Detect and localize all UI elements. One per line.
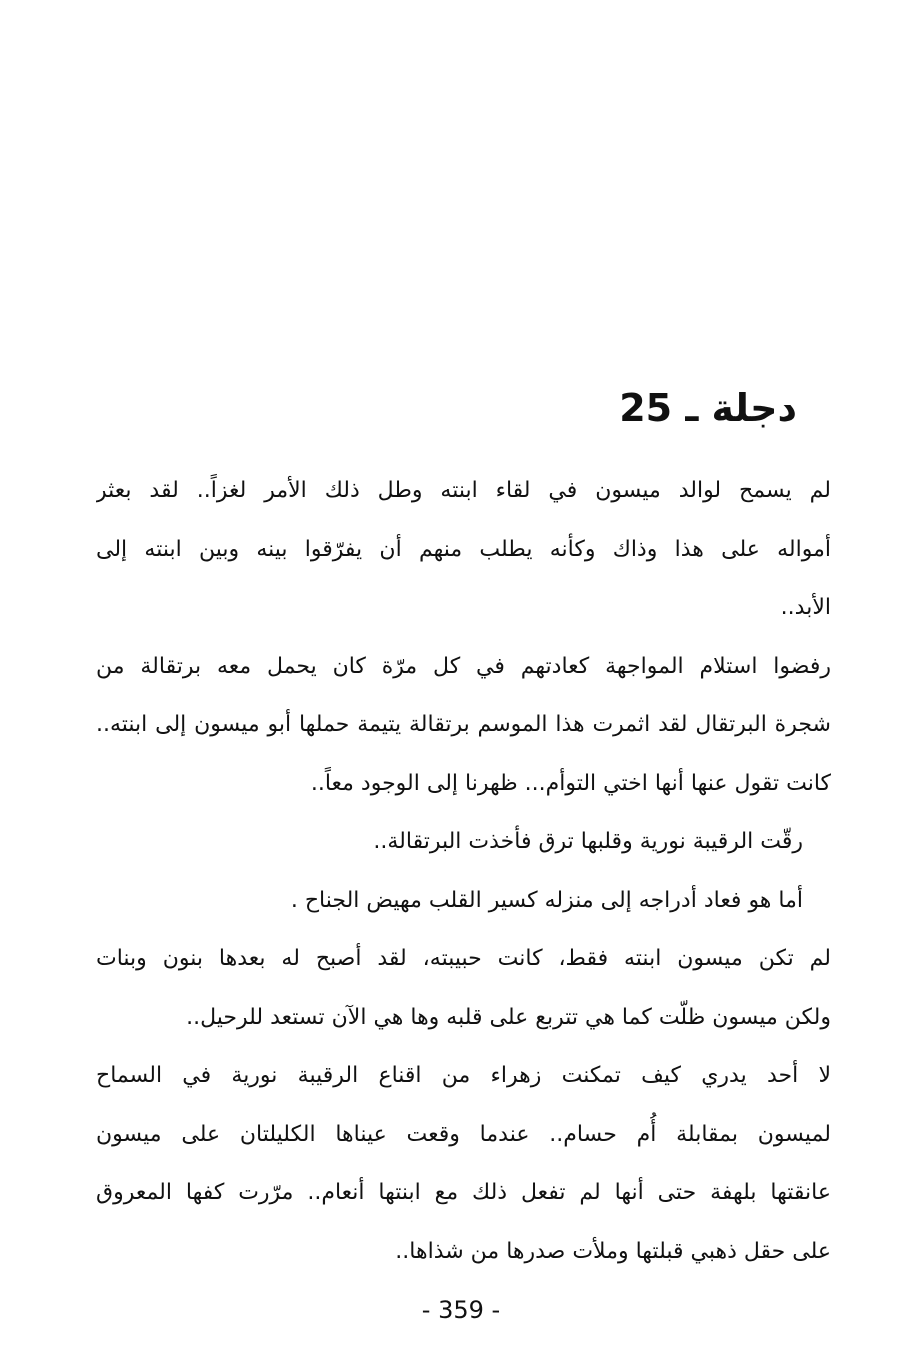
body-line-11: لا أحد يدري كيف تمكنت زهراء من اقناع الرقيبة نورية في السماح — [96, 1063, 831, 1088]
page-number: - 359 - — [421, 1296, 501, 1324]
body-line-4: رفضوا استلام المواجهة كعادتهم في كل مرّة كان يحمل معه برتقالة من — [96, 653, 831, 679]
body-line-13: عانقتها بلهفة حتى أنها لم تفعل ذلك مع ابنتها أنعام.. مرّرت كفها المعروق — [96, 1180, 831, 1205]
body-line-8: أما هو فعاد أدراجه إلى منزله كسير القلب مهيض الجناح . — [290, 887, 803, 913]
chapter-title: دجلة ـ 25 — [619, 386, 797, 430]
body-line-10: ولكن ميسون ظلّت كما هي تتربع على قلبه وها هي الآن تستعد للرحيل.. — [186, 1004, 831, 1030]
body-line-6: كانت تقول عنها أنها اختي التوأم... ظهرنا إلى الوجود معاً.. — [310, 770, 831, 796]
body-line-9: لم تكن ميسون ابنته فقط، كانت حبيبته، لقد أصبح له بعدها بنون وبنات — [96, 946, 831, 971]
chapter-body — [96, 462, 831, 1281]
body-line-14: على حقل ذهبي قبلتها وملأت صدرها من شذاها.. — [395, 1238, 831, 1264]
body-line-5: شجرة البرتقال لقد اثمرت هذا الموسم برتقالة يتيمة حملها أبو ميسون إلى ابنته.. — [96, 712, 831, 737]
body-line-7: رقّت الرقيبة نورية وقلبها ترق فأخذت البرتقالة.. — [373, 829, 803, 854]
body-line-2: أمواله على هذا وذاك وكأنه يطلب منهم أن يفرّقوا بينه وبين ابنته إلى — [96, 536, 831, 562]
body-line-3: الأبد.. — [780, 595, 831, 620]
body-line-12: لميسون بمقابلة أُم حسام.. عندما وقعت عيناها الكليلتان على ميسون — [96, 1121, 831, 1147]
body-line-1: لم يسمح لوالد ميسون في لقاء ابنته وطل ذلك الأمر لغزاً.. لقد بعثر — [96, 478, 831, 503]
